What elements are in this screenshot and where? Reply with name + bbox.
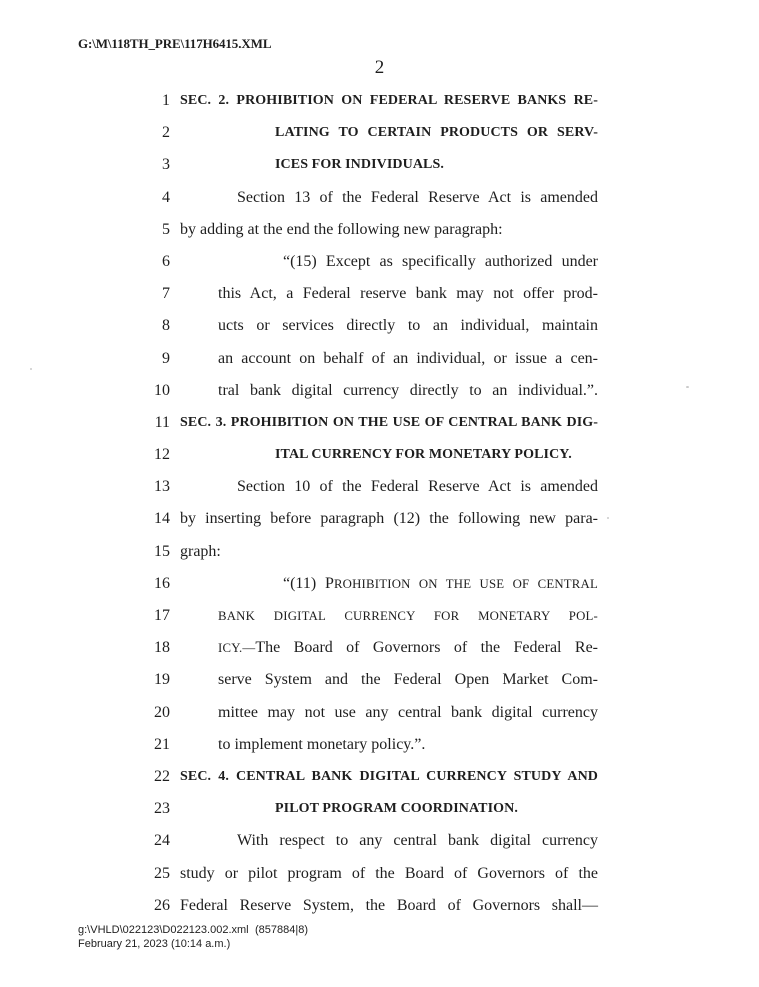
- line-number: 5: [162, 220, 170, 238]
- line-text: an account on behalf of an individual, or issue a cen-: [218, 349, 598, 367]
- line-number: 25: [154, 864, 170, 882]
- line-number: 22: [154, 767, 170, 785]
- bill-line: [0, 503, 759, 535]
- bill-text-body: [0, 85, 759, 922]
- scan-speck: [30, 368, 32, 370]
- line-text: SEC. 3. PROHIBITION ON THE USE OF CENTRAL BANK DIG-: [180, 414, 598, 430]
- bill-line: [0, 375, 759, 407]
- page-number: 2: [374, 57, 385, 78]
- bill-line: [0, 825, 759, 857]
- line-text: Federal Reserve System, the Board of Governors shall—: [180, 896, 598, 914]
- bill-line: [0, 182, 759, 214]
- line-text: this Act, a Federal reserve bank may not offer prod-: [218, 285, 598, 303]
- line-text: ITAL CURRENCY FOR MONETARY POLICY.: [275, 447, 572, 463]
- bill-line: [0, 310, 759, 342]
- line-number: 1: [162, 92, 170, 109]
- line-number: 9: [162, 349, 170, 367]
- line-number: 7: [162, 285, 170, 303]
- line-number: 10: [154, 381, 170, 399]
- small-caps-text: ICY.—: [218, 641, 256, 656]
- line-text: “(15) Except as specifically authorized under: [283, 252, 598, 270]
- line-number: 20: [154, 703, 170, 721]
- bill-line: [0, 890, 759, 922]
- bill-line: [0, 246, 759, 278]
- bill-line: [0, 85, 759, 117]
- line-number: 3: [162, 156, 170, 174]
- bill-line: [0, 632, 759, 664]
- bill-line: [0, 858, 759, 890]
- bill-line: [0, 117, 759, 149]
- line-number: 15: [154, 542, 170, 560]
- line-text: by adding at the end the following new paragraph:: [180, 220, 503, 238]
- bill-line: [0, 278, 759, 310]
- line-text: Section 10 of the Federal Reserve Act is amended: [237, 478, 598, 496]
- small-caps-text: BANK DIGITAL CURRENCY FOR MONETARY POL-: [218, 609, 598, 623]
- line-number: 19: [154, 671, 170, 689]
- line-number: 26: [154, 896, 170, 914]
- bill-line: [0, 664, 759, 696]
- line-text: PILOT PROGRAM COORDINATION.: [275, 801, 518, 817]
- line-text: mittee may not use any central bank digital currency: [218, 703, 598, 721]
- bill-line: [0, 407, 759, 439]
- document-footer: [78, 924, 308, 951]
- line-number: 14: [154, 510, 170, 528]
- bill-line: [0, 439, 759, 471]
- bill-line: [0, 536, 759, 568]
- line-text: SEC. 2. PROHIBITION ON FEDERAL RESERVE BANKS RE-: [180, 93, 598, 108]
- footer-date: February 21, 2023 (10:14 a.m.): [78, 937, 231, 950]
- line-number: 21: [154, 735, 170, 753]
- line-number: 13: [154, 478, 170, 496]
- line-text-part: The Board of Governors of the Federal Re-: [255, 639, 598, 657]
- line-number: 12: [154, 446, 170, 464]
- line-text: ICES FOR INDIVIDUALS.: [275, 157, 444, 173]
- line-number: 11: [154, 413, 170, 431]
- line-text: to implement monetary policy.”.: [218, 735, 426, 753]
- bill-line: [0, 568, 759, 600]
- bill-line: [0, 214, 759, 246]
- line-text: by inserting before paragraph (12) the following new para-: [180, 510, 598, 528]
- line-text: With respect to any central bank digital currency: [237, 832, 598, 850]
- line-number: 23: [154, 800, 170, 818]
- line-number: 24: [154, 832, 170, 850]
- bill-line: [0, 149, 759, 181]
- scan-speck: [607, 517, 609, 519]
- document-header-path: G:\M\118TH_PRE\117H6415.XML: [78, 36, 272, 51]
- bill-line: [0, 471, 759, 503]
- line-number: 8: [162, 317, 170, 335]
- line-text: SEC. 4. CENTRAL BANK DIGITAL CURRENCY STUDY AND: [180, 768, 598, 784]
- footer-file-path: g:\VHLD\022123\D022123.002.xml: [78, 924, 249, 936]
- bill-line: [0, 343, 759, 375]
- line-text: serve System and the Federal Open Market Com-: [218, 671, 598, 689]
- line-number: 6: [162, 252, 170, 270]
- line-text: ucts or services directly to an individual, maintain: [218, 317, 598, 335]
- line-text: Section 13 of the Federal Reserve Act is amended: [237, 188, 598, 206]
- line-text: tral bank digital currency directly to an individual.”.: [218, 381, 598, 399]
- line-number: 18: [154, 639, 170, 657]
- bill-line: [0, 697, 759, 729]
- line-text: study or pilot program of the Board of Governors of the: [180, 864, 598, 882]
- bill-line: [0, 793, 759, 825]
- bill-line: [0, 729, 759, 761]
- line-text: LATING TO CERTAIN PRODUCTS OR SERV-: [275, 125, 598, 141]
- bill-line: [0, 761, 759, 793]
- line-number: 17: [154, 607, 170, 624]
- line-text: graph:: [180, 542, 221, 560]
- footer-file-row: [78, 924, 308, 938]
- line-number: 16: [154, 574, 170, 592]
- footer-code: (857884|8): [255, 924, 309, 936]
- scan-speck: [686, 386, 689, 388]
- line-number: 2: [162, 124, 170, 142]
- line-text-part: “(11) P: [283, 574, 334, 592]
- line-number: 4: [162, 188, 170, 206]
- small-caps-text: ROHIBITION ON THE USE OF CENTRAL: [333, 576, 598, 591]
- bill-line: [0, 600, 759, 632]
